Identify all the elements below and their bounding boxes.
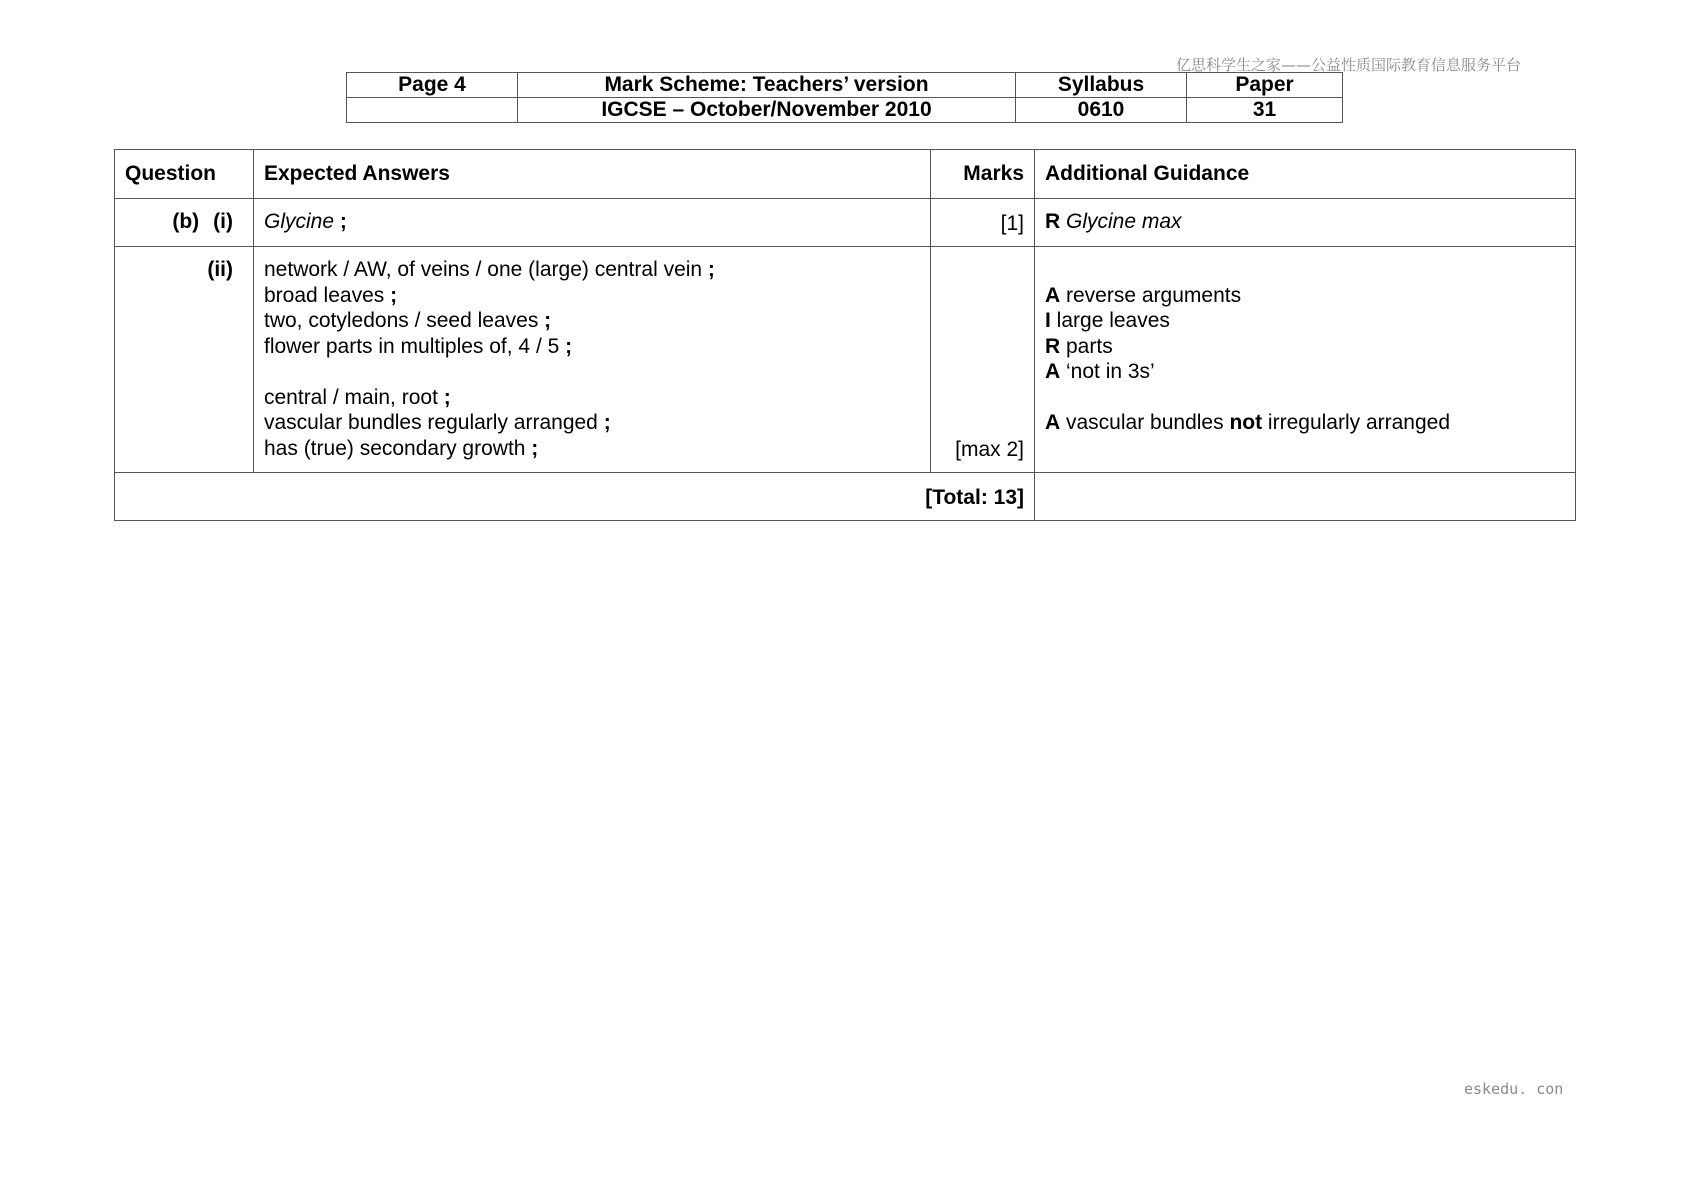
- exam-session: IGCSE – October/November 2010: [518, 98, 1016, 123]
- spacer: [1045, 385, 1565, 411]
- question-column-header: Question: [115, 150, 254, 199]
- spacer: [1045, 257, 1565, 283]
- question-subpart: (i): [213, 210, 233, 233]
- guidance-line: R parts: [1045, 334, 1113, 358]
- guidance-line: A reverse arguments: [1045, 283, 1242, 307]
- expected-answer: [254, 199, 931, 247]
- marks-column-header: Marks: [931, 150, 1035, 199]
- table-row: [115, 199, 1576, 247]
- answer-line: central / main, root ;: [264, 385, 451, 409]
- watermark-bottom: eskedu. con: [1464, 1080, 1564, 1098]
- answer-text: Glycine: [264, 210, 335, 233]
- additional-guidance: [1035, 199, 1576, 247]
- total-marks: [Total: 13]: [115, 473, 1035, 521]
- question-number: [115, 247, 254, 473]
- page-number: Page 4: [347, 73, 518, 98]
- table-header-row: [115, 150, 1576, 199]
- spacer: [264, 359, 920, 385]
- guidance-prefix: R: [1045, 210, 1061, 233]
- guidance-line: A vascular bundles not irregularly arranged: [1045, 411, 1451, 434]
- question-number: [115, 199, 254, 247]
- answer-line: network / AW, of veins / one (large) central vein ;: [264, 258, 715, 281]
- syllabus-value: 0610: [1016, 98, 1187, 123]
- watermark-top: 亿思科学生之家——公益性质国际教育信息服务平台: [1176, 56, 1522, 74]
- answer-separator: ;: [334, 210, 347, 233]
- document-title: Mark Scheme: Teachers’ version: [518, 73, 1016, 98]
- guidance-column-header: Additional Guidance: [1035, 150, 1576, 199]
- question-subpart: (ii): [207, 258, 233, 281]
- expected-answers-list: [254, 247, 931, 473]
- mark-scheme-table: [114, 149, 1576, 521]
- marks-value: [1]: [931, 199, 1035, 247]
- answer-line: vascular bundles regularly arranged ;: [264, 411, 611, 434]
- header-blank-cell: [347, 98, 518, 123]
- answers-column-header: Expected Answers: [254, 150, 931, 199]
- guidance-text: Glycine max: [1066, 210, 1182, 233]
- guidance-line: I large leaves: [1045, 309, 1170, 332]
- guidance-line: A ‘not in 3s’: [1045, 360, 1155, 383]
- answer-line: has (true) secondary growth ;: [264, 436, 539, 460]
- paper-label: Paper: [1187, 73, 1343, 98]
- additional-guidance-list: [1035, 247, 1576, 473]
- table-row: [115, 247, 1576, 473]
- syllabus-label: Syllabus: [1016, 73, 1187, 98]
- header-table: [346, 72, 1343, 123]
- marks-value: [max 2]: [931, 247, 1035, 473]
- answer-line: broad leaves ;: [264, 283, 398, 307]
- question-part: (b): [172, 210, 200, 233]
- total-guidance-blank: [1035, 473, 1576, 521]
- total-row: [115, 473, 1576, 521]
- answer-line: two, cotyledons / seed leaves ;: [264, 309, 552, 332]
- paper-value: 31: [1187, 98, 1343, 123]
- answer-line: flower parts in multiples of, 4 / 5 ;: [264, 334, 573, 358]
